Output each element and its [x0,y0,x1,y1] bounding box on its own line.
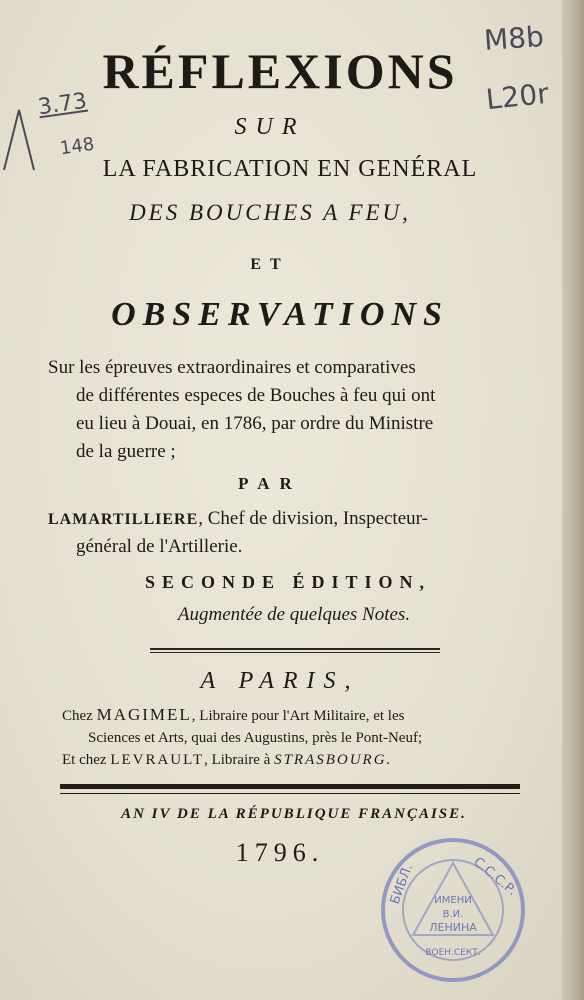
publisher-magimel-desc: , Libraire pour l'Art Militaire, et les [191,708,405,724]
stamp-text-top: С.С.С.Р. [470,854,520,900]
divider-rule-thin [150,652,440,653]
thin-rule [60,793,520,794]
edition-note: Augmentée de quelques Notes. [177,604,411,625]
thick-rule [60,784,520,789]
stamp-text-center-2: В.И. [442,909,464,920]
subtitle-sur: SUR [234,114,306,140]
handwritten-number-1: 3.73 [36,88,89,121]
publisher-magimel: MAGIMEL [96,705,192,724]
author-title: , Chef de division, Inspecteur- [198,508,428,529]
publisher-line-2: Sciences et Arts, quai des Augustins, près le Pont-Neuf; [88,730,423,746]
conjunction-et: ET [250,256,290,273]
publisher-etchez: Et chez [62,752,107,768]
subtitle-line-1: LA FABRICATION EN GENÉRAL [102,156,478,182]
book-title: RÉFLEXIONS [102,43,458,99]
handwritten-triangle-mark [0,100,44,180]
publisher-city: STRASBOURG. [274,752,393,768]
publisher-levrault-desc: , Libraire à [204,752,271,768]
publisher-line-1 [62,705,404,725]
stamp-text-center-1: ИМЕНИ [434,895,472,906]
par-label: PAR [238,474,302,493]
subtitle-line-2: DES BOUCHES A FEU, [129,200,411,225]
handwritten-number-2: 148 [58,133,96,160]
handwritten-shelfmark-1: M8b [482,19,545,58]
description-line-2: de différentes especes de Bouches à feu qui ont [76,385,436,406]
edition-label: SECONDE ÉDITION, [144,572,432,592]
author-line-1 [48,508,428,530]
author-name: LAMARTILLIERE [48,511,199,528]
publication-year: 1796. [235,838,325,867]
book-spine-edge [562,0,584,1000]
description-line-3: eu lieu à Douai, en 1786, par ordre du Ministre [76,413,434,434]
handwritten-shelfmark-2: L20r [484,76,551,117]
library-stamp [378,835,528,985]
description-line-1: Sur les épreuves extraordinaires et comparatives [48,357,416,378]
stamp-text-center-3: ЛЕНИНА [429,921,477,934]
publisher-line-3 [62,752,392,769]
author-line-2: général de l'Artillerie. [76,536,243,557]
republican-year: AN IV DE LA RÉPUBLIQUE FRANÇAISE. [121,806,467,822]
publisher-levrault: LEVRAULT [110,752,205,768]
divider-rule [150,648,440,650]
observations-heading: OBSERVATIONS [111,296,449,333]
stamp-text-bottom: ВОЕН.СЕКТ. [425,948,481,958]
description-line-4: de la guerre ; [76,441,176,462]
publisher-chez: Chez [62,708,93,724]
stamp-text-left: БИБЛ. [387,862,416,907]
imprint-city: A PARIS, [200,668,360,694]
